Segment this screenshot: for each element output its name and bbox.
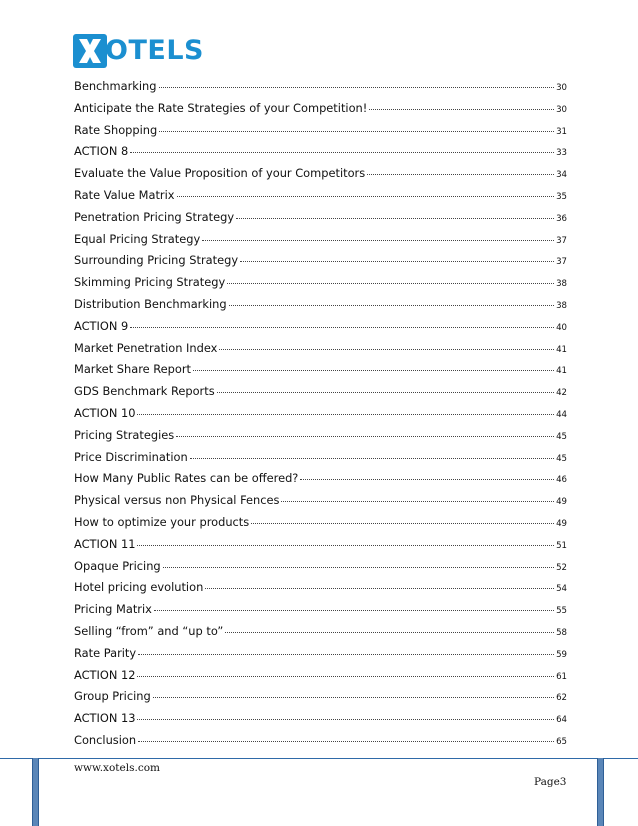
toc-entry-label: Penetration Pricing Strategy bbox=[74, 209, 235, 224]
toc-entry-page: 42 bbox=[556, 388, 567, 399]
toc-entry-page: 61 bbox=[556, 671, 567, 682]
toc-entry-page: 40 bbox=[556, 322, 567, 333]
toc-entry-label: ACTION 9 bbox=[74, 318, 129, 333]
toc-dot-leader bbox=[369, 109, 554, 110]
toc-entry[interactable] bbox=[74, 319, 567, 341]
toc-entry-label: Skimming Pricing Strategy bbox=[74, 275, 226, 290]
toc-entry[interactable] bbox=[74, 406, 567, 428]
toc-entry-page: 62 bbox=[556, 693, 567, 704]
toc-entry-label: GDS Benchmark Reports bbox=[74, 384, 215, 399]
toc-entry-page: 35 bbox=[556, 191, 567, 202]
toc-entry-page: 59 bbox=[556, 649, 567, 660]
toc-entry[interactable] bbox=[74, 341, 567, 363]
toc-entry-label: ACTION 13 bbox=[74, 711, 136, 726]
toc-dot-leader bbox=[227, 283, 554, 284]
toc-dot-leader bbox=[193, 370, 554, 371]
toc-entry[interactable] bbox=[74, 646, 567, 668]
toc-entry[interactable] bbox=[74, 362, 567, 384]
toc-dot-leader bbox=[137, 719, 554, 720]
toc-entry-label: Equal Pricing Strategy bbox=[74, 231, 201, 246]
xotels-x-logo-icon bbox=[73, 34, 107, 68]
toc-entry-label: Conclusion bbox=[74, 732, 137, 747]
toc-entry-label: Hotel pricing evolution bbox=[74, 580, 204, 595]
toc-dot-leader bbox=[159, 131, 554, 132]
toc-entry[interactable] bbox=[74, 689, 567, 711]
toc-dot-leader bbox=[202, 240, 554, 241]
toc-entry-label: How Many Public Rates can be offered? bbox=[74, 471, 299, 486]
toc-entry-page: 58 bbox=[556, 627, 567, 638]
footer-left-bar bbox=[32, 758, 39, 826]
toc-entry-label: Price Discrimination bbox=[74, 449, 188, 464]
footer-page-number: Page3 bbox=[534, 776, 567, 788]
toc-entry-page: 65 bbox=[556, 736, 567, 747]
toc-entry-label: Market Penetration Index bbox=[74, 340, 218, 355]
toc-entry[interactable] bbox=[74, 624, 567, 646]
footer-url[interactable]: www.xotels.com bbox=[74, 762, 160, 774]
toc-entry-page: 64 bbox=[556, 715, 567, 726]
toc-dot-leader bbox=[163, 567, 554, 568]
toc-dot-leader bbox=[367, 174, 554, 175]
toc-entry-label: Market Share Report bbox=[74, 362, 192, 377]
toc-entry[interactable] bbox=[74, 188, 567, 210]
toc-dot-leader bbox=[137, 676, 554, 677]
toc-entry[interactable] bbox=[74, 471, 567, 493]
toc-entry[interactable] bbox=[74, 559, 567, 581]
toc-dot-leader bbox=[130, 327, 554, 328]
toc-entry-label: ACTION 12 bbox=[74, 667, 136, 682]
toc-entry[interactable] bbox=[74, 711, 567, 733]
toc-entry-label: Benchmarking bbox=[74, 79, 157, 93]
toc-entry-label: Opaque Pricing bbox=[74, 558, 161, 573]
toc-entry[interactable] bbox=[74, 123, 567, 145]
logo-wordmark: OTELS bbox=[105, 35, 204, 66]
toc-entry-label: Anticipate the Rate Strategies of your Competition! bbox=[74, 100, 368, 115]
toc-dot-leader bbox=[153, 697, 554, 698]
toc-entry[interactable] bbox=[74, 733, 567, 755]
table-of-contents bbox=[74, 79, 567, 755]
toc-entry-label: Rate Parity bbox=[74, 645, 137, 660]
toc-entry[interactable] bbox=[74, 384, 567, 406]
toc-entry-page: 33 bbox=[556, 148, 567, 159]
toc-dot-leader bbox=[219, 349, 554, 350]
toc-entry-label: Rate Shopping bbox=[74, 122, 158, 137]
toc-entry-page: 46 bbox=[556, 475, 567, 486]
toc-entry[interactable] bbox=[74, 79, 567, 101]
toc-entry-page: 34 bbox=[556, 170, 567, 181]
toc-entry[interactable] bbox=[74, 450, 567, 472]
toc-entry-page: 38 bbox=[556, 279, 567, 290]
toc-entry[interactable] bbox=[74, 428, 567, 450]
toc-dot-leader bbox=[225, 632, 554, 633]
toc-entry-label: Group Pricing bbox=[74, 689, 151, 704]
toc-entry-label: ACTION 10 bbox=[74, 405, 136, 420]
toc-entry-page: 36 bbox=[556, 213, 567, 224]
toc-dot-leader bbox=[300, 479, 554, 480]
toc-entry-label: Physical versus non Physical Fences bbox=[74, 493, 280, 508]
toc-dot-leader bbox=[205, 588, 554, 589]
toc-entry-page: 37 bbox=[556, 235, 567, 246]
toc-entry-page: 49 bbox=[556, 497, 567, 508]
toc-entry-page: 37 bbox=[556, 257, 567, 268]
toc-entry[interactable] bbox=[74, 232, 567, 254]
toc-dot-leader bbox=[130, 152, 554, 153]
toc-dot-leader bbox=[217, 392, 554, 393]
footer-rule bbox=[0, 758, 638, 759]
toc-entry-label: ACTION 8 bbox=[74, 144, 129, 159]
toc-entry-page: 49 bbox=[556, 518, 567, 529]
toc-entry-page: 51 bbox=[556, 540, 567, 551]
toc-entry-page: 30 bbox=[556, 83, 567, 93]
toc-dot-leader bbox=[137, 545, 554, 546]
toc-entry-label: Pricing Matrix bbox=[74, 602, 152, 617]
toc-entry-page: 44 bbox=[556, 409, 567, 420]
toc-dot-leader bbox=[138, 654, 554, 655]
toc-entry[interactable] bbox=[74, 144, 567, 166]
toc-entry[interactable] bbox=[74, 275, 567, 297]
toc-entry-label: How to optimize your products bbox=[74, 514, 250, 529]
toc-dot-leader bbox=[138, 741, 554, 742]
toc-dot-leader bbox=[176, 436, 554, 437]
toc-entry[interactable] bbox=[74, 101, 567, 123]
toc-entry-label: ACTION 11 bbox=[74, 536, 136, 551]
toc-entry[interactable] bbox=[74, 210, 567, 232]
toc-entry[interactable] bbox=[74, 580, 567, 602]
toc-entry-label: Selling “from” and “up to” bbox=[74, 623, 224, 638]
toc-entry-label: Distribution Benchmarking bbox=[74, 296, 227, 311]
xotels-logo bbox=[73, 34, 204, 68]
footer-right-bar bbox=[597, 758, 604, 826]
toc-dot-leader bbox=[281, 501, 554, 502]
toc-entry-page: 30 bbox=[556, 104, 567, 115]
toc-dot-leader bbox=[190, 458, 554, 459]
toc-entry-label: Rate Value Matrix bbox=[74, 187, 175, 202]
toc-dot-leader bbox=[229, 305, 554, 306]
toc-dot-leader bbox=[154, 610, 554, 611]
toc-entry-page: 45 bbox=[556, 431, 567, 442]
toc-entry-label: Evaluate the Value Proposition of your Competitors bbox=[74, 166, 366, 181]
toc-entry[interactable] bbox=[74, 253, 567, 275]
toc-entry-page: 54 bbox=[556, 584, 567, 595]
toc-entry-page: 52 bbox=[556, 562, 567, 573]
toc-dot-leader bbox=[251, 523, 554, 524]
toc-entry-page: 31 bbox=[556, 126, 567, 137]
toc-dot-leader bbox=[159, 87, 555, 88]
toc-entry-page: 41 bbox=[556, 344, 567, 355]
toc-entry-page: 55 bbox=[556, 606, 567, 617]
toc-entry[interactable] bbox=[74, 668, 567, 690]
toc-dot-leader bbox=[240, 261, 554, 262]
toc-entry-page: 41 bbox=[556, 366, 567, 377]
toc-dot-leader bbox=[137, 414, 554, 415]
toc-entry[interactable] bbox=[74, 515, 567, 537]
toc-dot-leader bbox=[177, 196, 555, 197]
toc-entry-label: Surrounding Pricing Strategy bbox=[74, 253, 239, 268]
toc-entry-label: Pricing Strategies bbox=[74, 427, 175, 442]
toc-entry[interactable] bbox=[74, 297, 567, 319]
toc-entry[interactable] bbox=[74, 493, 567, 515]
toc-entry-page: 45 bbox=[556, 453, 567, 464]
toc-dot-leader bbox=[236, 218, 554, 219]
toc-entry[interactable] bbox=[74, 166, 567, 188]
toc-entry[interactable] bbox=[74, 537, 567, 559]
toc-entry[interactable] bbox=[74, 602, 567, 624]
toc-entry-page: 38 bbox=[556, 300, 567, 311]
